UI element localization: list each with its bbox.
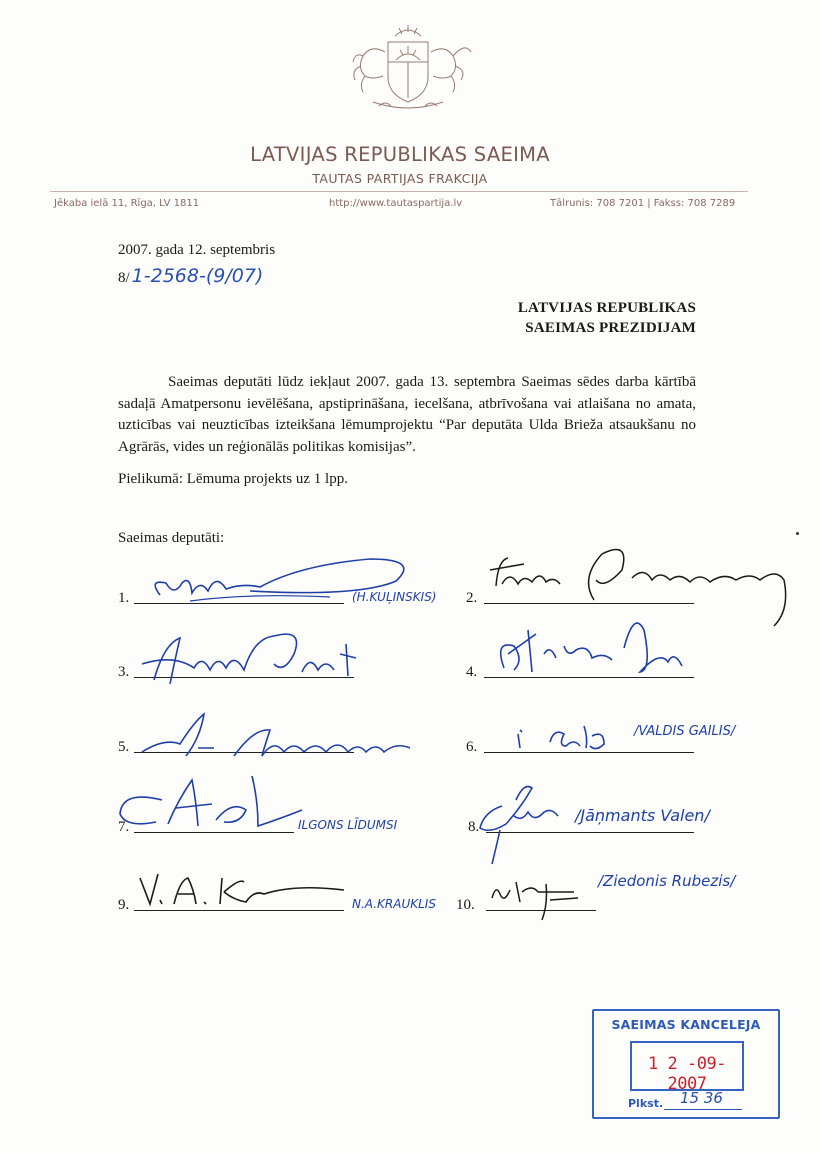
signature-7 [112, 770, 312, 840]
signature-name-note: ILGONS LĪDUMSI [298, 818, 398, 832]
body-paragraph [118, 372, 696, 458]
addressee-line-1: LATVIJAS REPUBLIKAS [517, 300, 696, 316]
reference-number [118, 265, 263, 287]
signature-4 [484, 610, 704, 690]
signature-1 [130, 553, 420, 613]
signature-number: 5. [118, 739, 130, 755]
stamp-time-value: 15 36 [680, 1089, 723, 1107]
letterhead-divider [50, 191, 748, 192]
stamp-time-line [664, 1109, 742, 1110]
reference-prefix: 8/ [118, 270, 130, 286]
signature-name-note: N.A.KRAUKLIS [352, 897, 436, 911]
signature-name-note: /Jāņmants Valen/ [575, 806, 710, 825]
signature-number: 6. [466, 739, 478, 755]
signature-number: 8. [468, 819, 480, 835]
signature-8 [462, 772, 572, 872]
address-text: Jēkaba ielā 11, Rīga, LV 1811 [54, 198, 200, 209]
signature-number: 9. [118, 897, 130, 913]
signature-number: 7. [118, 819, 130, 835]
faction-name: TAUTAS PARTIJAS FRAKCIJA [312, 171, 488, 186]
signature-name-note: /VALDIS GAILIS/ [634, 724, 736, 739]
signature-number: 4. [466, 664, 478, 680]
organization-name: LATVIJAS REPUBLIKAS SAEIMA [250, 143, 550, 166]
addressee-line-2: SAEIMAS PREZIDIJAM [525, 320, 696, 336]
stamp-date-box [630, 1041, 744, 1094]
deputies-label: Saeimas deputāti: [118, 530, 225, 546]
signature-number: 1. [118, 590, 130, 606]
addressee-block [518, 298, 696, 338]
phone-fax-text: Tālrunis: 708 7201 | Fakss: 708 7289 [550, 198, 736, 209]
coat-of-arms-icon [333, 22, 483, 114]
reference-handwritten: 1-2568-(9/07) [131, 265, 264, 287]
signature-number: 10. [456, 897, 475, 913]
stamp-time-label: Plkst. [628, 1097, 664, 1110]
website-link[interactable]: http://www.tautaspartija.lv [329, 198, 463, 209]
stamp-title: SAEIMAS KANCELEJA [611, 1017, 761, 1032]
body-text: Saeimas deputāti lūdz iekļaut 2007. gada 13. septembra Saeimas sēdes darba kārtībā sadaļā Amatpersonu ievēlēšana, apstiprināšana, iecelšana, atbrīvošana vai atlaišana no amata, uzticības vai neuzticības izteikšana lēmumprojektu “Par deputāta Ulda Brieža atsaukšanu no Agrārās, vides un reģionālās politikas komisijas”. [118, 374, 696, 455]
document-date: 2007. gada 12. septembris [118, 242, 276, 258]
signature-9 [134, 860, 354, 920]
signature-number: 3. [118, 664, 130, 680]
signature-10 [486, 868, 596, 928]
stamp-date: 1 2 -09- 2007 [648, 1054, 726, 1094]
signature-name-note: /Ziedonis Rubezis/ [598, 872, 736, 890]
signature-6 [500, 712, 640, 762]
attachment-note: Pielikumā: Lēmuma projekts uz 1 lpp. [118, 471, 348, 487]
ink-dot [796, 532, 799, 535]
signature-name-note: (H.KUĻINSKIS) [352, 590, 437, 604]
registry-stamp [592, 1009, 780, 1119]
signature-5 [134, 708, 424, 768]
signature-number: 2. [466, 590, 478, 606]
signature-3 [134, 624, 374, 704]
